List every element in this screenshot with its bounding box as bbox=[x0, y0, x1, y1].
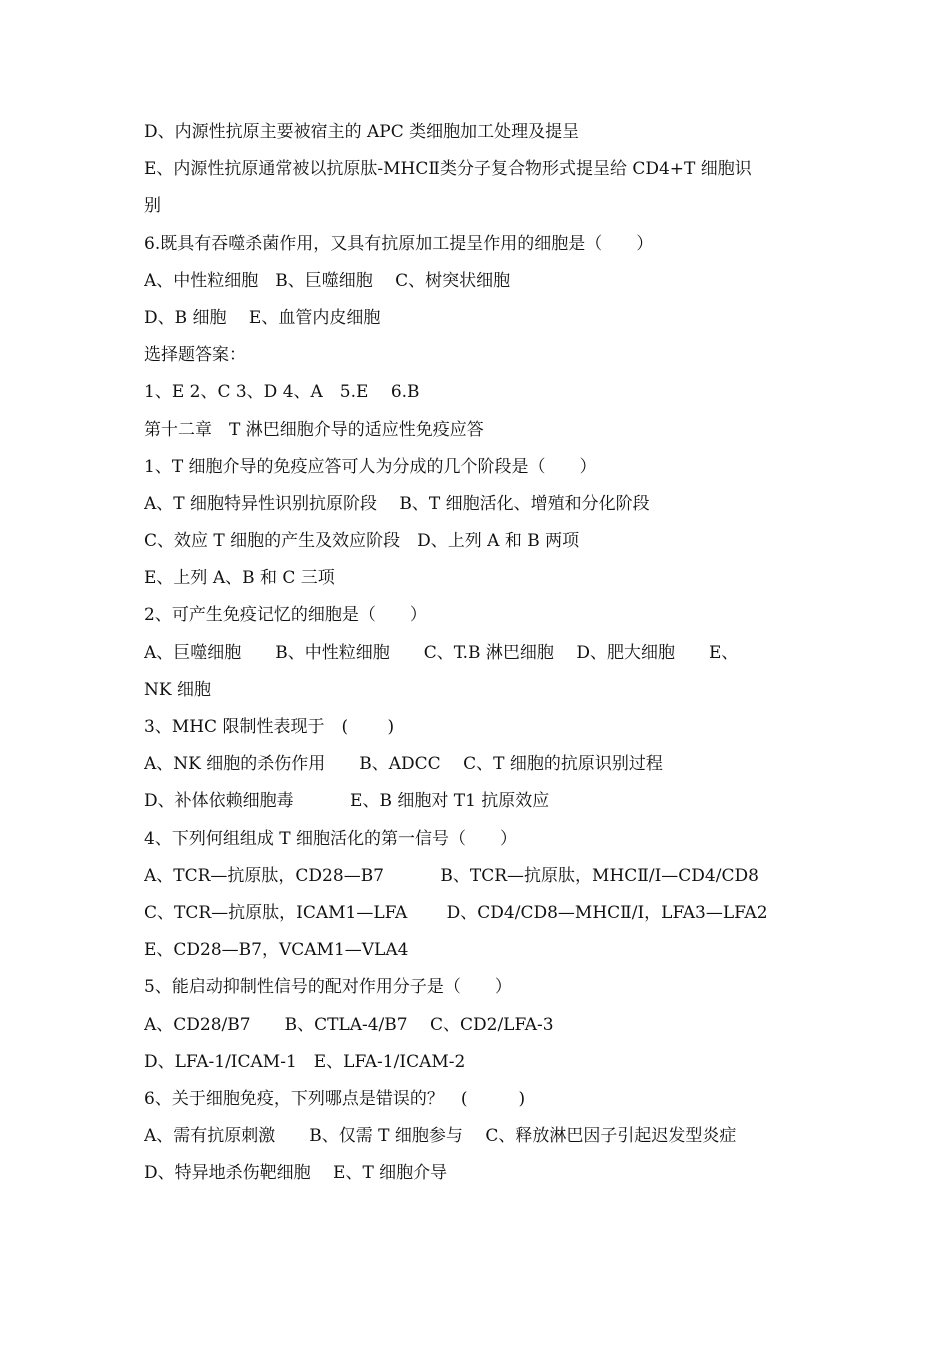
answer-options: E、CD28—B7，VCAM1—VLA4 bbox=[144, 940, 409, 961]
answer-options: C、TCR—抗原肽，ICAM1—LFA D、CD4/CD8—MHCⅡ/Ⅰ，LFA3—LFA2 bbox=[144, 902, 768, 923]
answer-options: D、特异地杀伤靶细胞 E、T 细胞介导 bbox=[144, 1163, 448, 1184]
chapter-title: 第十二章 T 淋巴细胞介导的适应性免疫应答 bbox=[144, 419, 484, 440]
question-text: 1、T 细胞介导的免疫应答可人为分成的几个阶段是（ ） bbox=[144, 456, 597, 477]
answer-options: D、补体依赖细胞毒 E、B 细胞对 T1 抗原效应 bbox=[144, 791, 550, 812]
question-text: 4、下列何组组成 T 细胞活化的第一信号（ ） bbox=[144, 828, 517, 849]
answer-options: NK 细胞 bbox=[144, 679, 211, 700]
document-body bbox=[144, 114, 812, 1192]
text-line: D、内源性抗原主要被宿主的 APC 类细胞加工处理及提呈 bbox=[144, 122, 580, 142]
answer-options: A、T 细胞特异性识别抗原阶段 B、T 细胞活化、增殖和分化阶段 bbox=[144, 493, 650, 514]
question-text: 5、能启动抑制性信号的配对作用分子是（ ） bbox=[144, 977, 512, 998]
answer-options: A、中性粒细胞 B、巨噬细胞 C、树突状细胞 bbox=[144, 270, 511, 291]
answer-options: C、效应 T 细胞的产生及效应阶段 D、上列 A 和 B 两项 bbox=[144, 531, 580, 552]
answer-options: D、B 细胞 E、血管内皮细胞 bbox=[144, 307, 381, 328]
answer-options: A、CD28/B7 B、CTLA-4/B7 C、CD2/LFA-3 bbox=[144, 1014, 554, 1035]
question-text: 2、可产生免疫记忆的细胞是（ ） bbox=[144, 605, 427, 626]
answer-options: A、需有抗原刺激 B、仅需 T 细胞参与 C、释放淋巴因子引起迟发型炎症 bbox=[144, 1126, 737, 1147]
text-line: E、内源性抗原通常被以抗原肽-MHCⅡ类分子复合物形式提呈给 CD4+T 细胞识 bbox=[144, 159, 752, 180]
text-line: 别 bbox=[144, 196, 161, 217]
question-text: 6.既具有吞噬杀菌作用，又具有抗原加工提呈作用的细胞是（ ） bbox=[144, 233, 654, 254]
answer-options: A、NK 细胞的杀伤作用 B、ADCC C、T 细胞的抗原识别过程 bbox=[144, 754, 663, 775]
answer-options: E、上列 A、B 和 C 三项 bbox=[144, 568, 335, 589]
question-text: 6、关于细胞免疫，下列哪点是错误的？ ( ) bbox=[144, 1088, 526, 1109]
answer-options: D、LFA-1/ICAM-1 E、LFA-1/ICAM-2 bbox=[144, 1051, 466, 1072]
question-text: 3、MHC 限制性表现于 ( ) bbox=[144, 717, 395, 737]
answer-options: A、TCR—抗原肽，CD28—B7 B、TCR—抗原肽，MHCⅡ/Ⅰ—CD4/CD8 bbox=[144, 865, 759, 886]
answer-options: A、巨噬细胞 B、中性粒细胞 C、T.B 淋巴细胞 D、肥大细胞 E、 bbox=[144, 642, 739, 663]
answer-key: 1、E 2、C 3、D 4、A 5.E 6.B bbox=[144, 382, 420, 403]
section-label: 选择题答案： bbox=[144, 345, 246, 366]
